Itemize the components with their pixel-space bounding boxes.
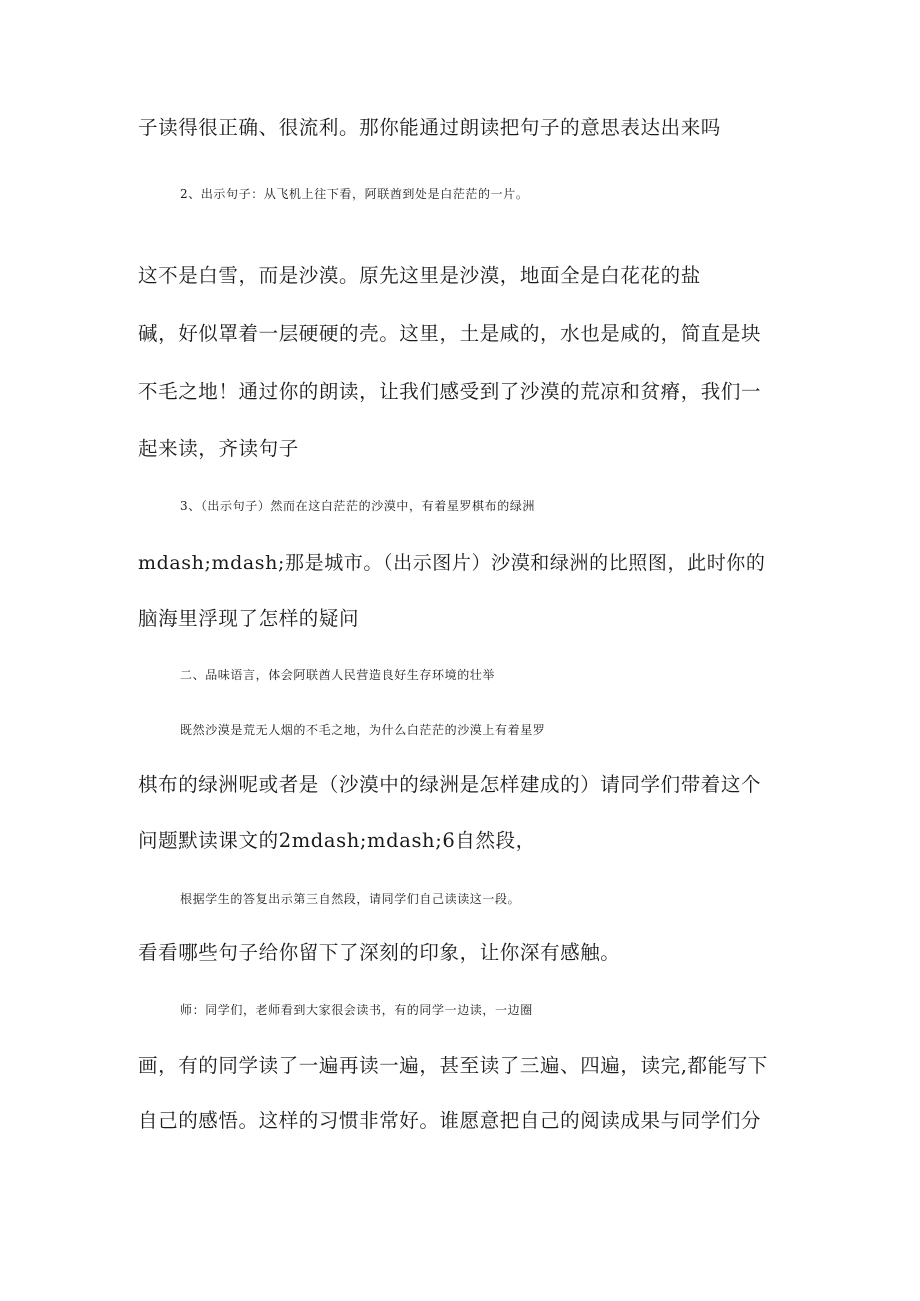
text-line-11: 既然沙漠是荒无人烟的不毛之地，为什么白茫茫的沙漠上有着星罗: [180, 723, 546, 737]
text-line-17: 画，有的同学读了一遍再读一遍，甚至读了三遍、四遍，读完,都能写下: [138, 1054, 768, 1077]
text-line-9: 脑海里浮现了怎样的疑问: [138, 607, 360, 630]
text-line-8: mdash;mdash;那是城市。（出示图片）沙漠和绿洲的比照图，此时你的: [138, 552, 766, 574]
text-line-5: 不毛之地！通过你的朗读，让我们感受到了沙漠的荒凉和贫瘠，我们一: [138, 380, 762, 403]
text-line-12: 棋布的绿洲呢或者是（沙漠中的绿洲是怎样建成的）请同学们带着这个: [138, 773, 762, 796]
text-line-1: 子读得很正确、很流利。那你能通过朗读把句子的意思表达出来吗: [138, 116, 721, 139]
text-line-2: 2、出示句子：从飞机上往下看，阿联酋到处是白茫茫的一片。: [180, 187, 529, 201]
text-line-16: 师：同学们，老师看到大家很会读书，有的同学一边读，一边圈: [180, 1003, 533, 1017]
text-line-18: 自己的感悟。这样的习惯非常好。谁愿意把自己的阅读成果与同学们分: [138, 1109, 762, 1132]
text-line-4: 碱，好似罩着一层硬硬的壳。这里，土是咸的，水也是咸的，简直是块: [138, 322, 762, 345]
text-line-14: 根据学生的答复出示第三自然段，请同学们自己读读这一段。: [180, 892, 521, 906]
text-line-13: 问题默读课文的2mdash;mdash;6自然段，: [138, 829, 536, 852]
text-line-15: 看看哪些句子给你留下了深刻的印象，让你深有感触。: [138, 941, 621, 964]
text-line-6: 起来读，齐读句子: [138, 437, 299, 460]
text-line-7: 3、（出示句子）然而在这白茫茫的沙漠中，有着星罗棋布的绿洲: [180, 499, 536, 513]
text-line-3: 这不是白雪，而是沙漠。原先这里是沙漠，地面全是白花花的盐: [138, 264, 701, 287]
section-heading: 二、品味语言，体会阿联酋人民营造良好生存环境的壮举: [180, 668, 496, 682]
